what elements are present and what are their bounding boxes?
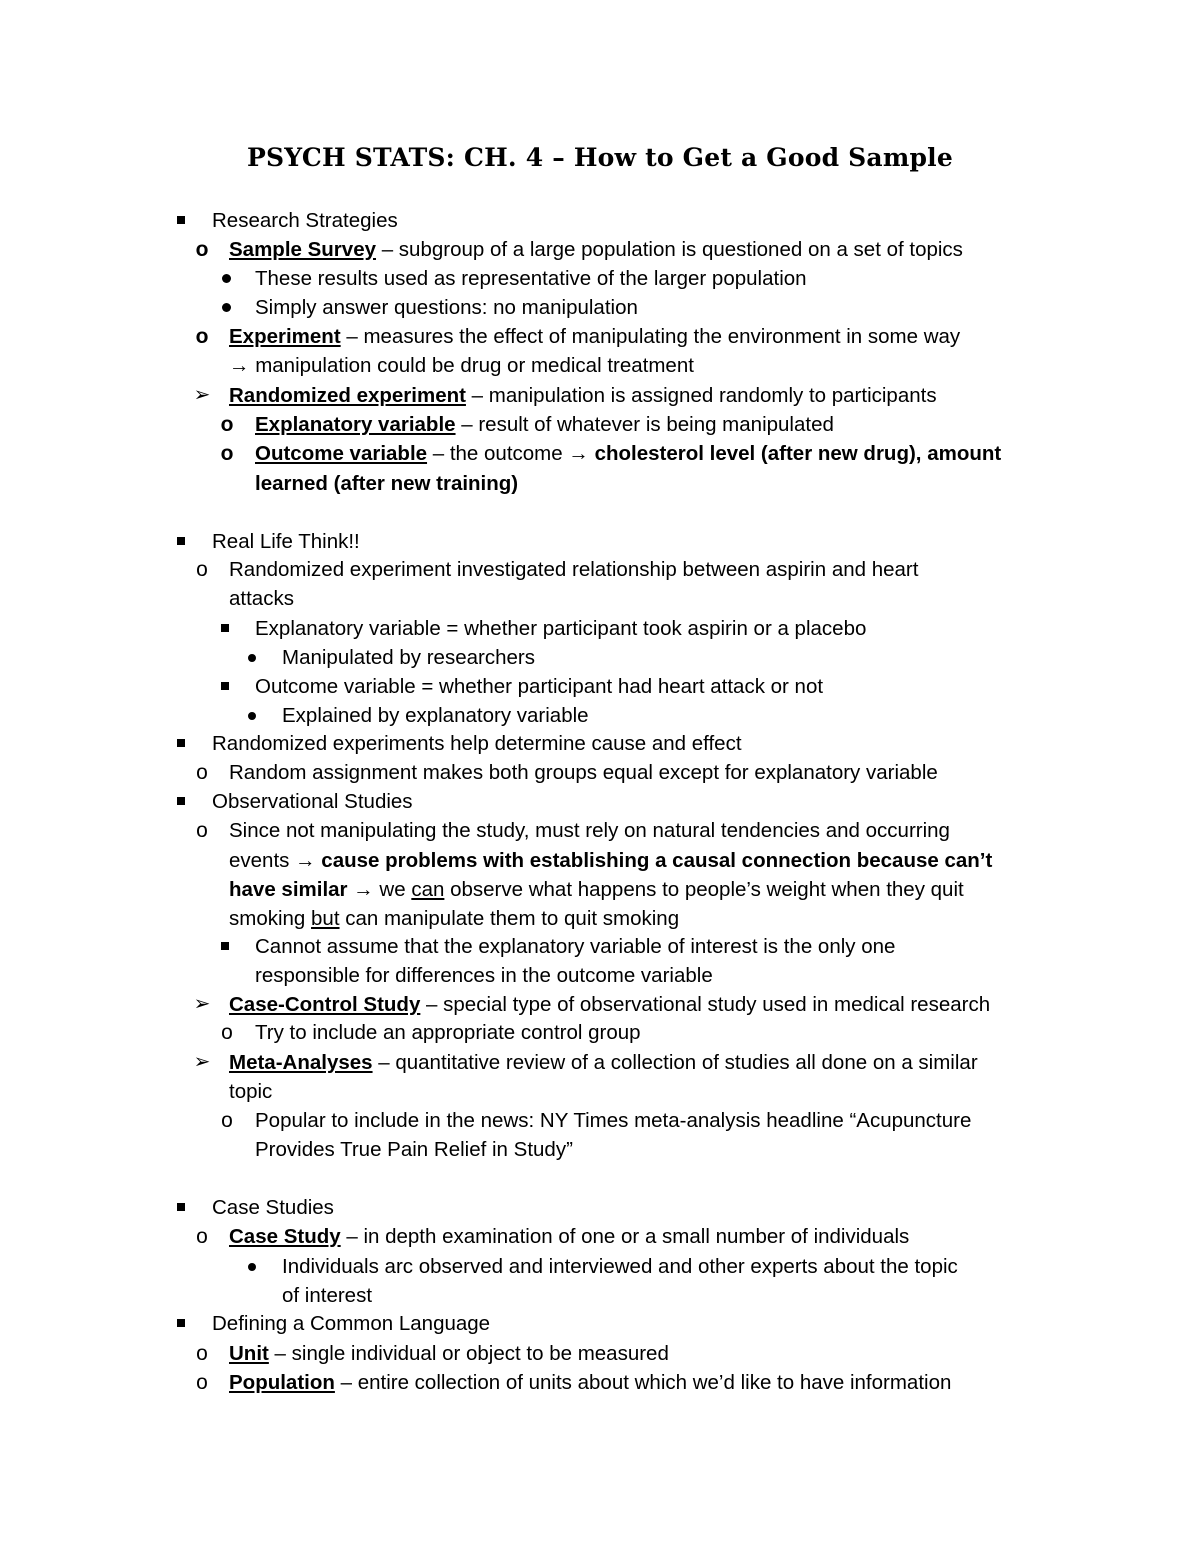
- term-case-control-study: Case-Control Study: [229, 993, 421, 1016]
- term-experiment: Experiment: [229, 325, 341, 348]
- list-item-continuation: have similar → we can observe what happens to people’s weight when they quit: [229, 878, 964, 901]
- term-randomized-experiment: Randomized experiment: [229, 384, 466, 407]
- list-item: Population – entire collection of units about which we’d like to have information: [229, 1371, 952, 1394]
- list-item: Experiment – measures the effect of manipulating the environment in some way: [229, 325, 961, 348]
- circle-bullet-icon: o: [196, 558, 208, 581]
- list-item-continuation: learned (after new training): [255, 472, 519, 495]
- circle-bullet-icon: o: [221, 1021, 233, 1044]
- list-item-continuation: of interest: [282, 1284, 373, 1307]
- term-case-study: Case Study: [229, 1225, 341, 1248]
- circle-bullet-icon: o: [220, 442, 234, 465]
- square-bullet-icon: [174, 206, 188, 224]
- dot-bullet-icon: [218, 264, 234, 283]
- list-item: Real Life Think!!: [212, 530, 360, 553]
- list-item: Defining a Common Language: [212, 1312, 491, 1335]
- list-item-continuation: events → cause problems with establishing a causal connection because can’t: [229, 849, 993, 872]
- list-item-continuation: → manipulation could be drug or medical treatment: [229, 354, 694, 377]
- list-item: Individuals arc observed and interviewed and other experts about the topic: [282, 1255, 958, 1278]
- circle-bullet-icon: o: [221, 1109, 233, 1132]
- circle-bullet-icon: o: [195, 238, 209, 261]
- square-bullet-icon: [174, 1193, 188, 1211]
- circle-bullet-icon: o: [196, 1371, 208, 1394]
- square-bullet-icon: [218, 614, 232, 632]
- list-item: Outcome variable = whether participant had heart attack or not: [255, 675, 824, 698]
- list-item: Randomized experiment investigated relationship between aspirin and heart: [229, 558, 919, 581]
- list-item: Try to include an appropriate control group: [255, 1021, 641, 1044]
- list-item: Simply answer questions: no manipulation: [255, 296, 638, 319]
- list-item: Cannot assume that the explanatory variable of interest is the only one: [255, 935, 896, 958]
- square-bullet-icon: [218, 672, 232, 690]
- list-item-continuation: responsible for differences in the outcome variable: [255, 964, 713, 987]
- square-bullet-icon: [174, 729, 188, 747]
- dot-bullet-icon: [245, 1252, 259, 1271]
- list-item-continuation: topic: [229, 1080, 273, 1103]
- circle-bullet-icon: o: [196, 1342, 208, 1365]
- circle-bullet-icon: o: [195, 325, 209, 348]
- list-item: Case Studies: [212, 1196, 334, 1219]
- circle-bullet-icon: o: [220, 413, 234, 436]
- dot-bullet-icon: [245, 701, 259, 720]
- list-item: Research Strategies: [212, 209, 398, 232]
- list-item: Since not manipulating the study, must rely on natural tendencies and occurring: [229, 819, 950, 842]
- list-item: Observational Studies: [212, 790, 413, 813]
- square-bullet-icon: [218, 932, 232, 950]
- square-bullet-icon: [174, 1309, 188, 1327]
- square-bullet-icon: [174, 527, 188, 545]
- term-outcome-variable: Outcome variable: [255, 442, 428, 465]
- list-item: Explanatory variable = whether participant took aspirin or a placebo: [255, 617, 867, 640]
- list-item-continuation: attacks: [229, 587, 294, 610]
- list-item: Explained by explanatory variable: [282, 704, 589, 727]
- list-item: Randomized experiment – manipulation is assigned randomly to participants: [229, 384, 937, 407]
- page-title: PSYCH STATS: CH. 4 – How to Get a Good Sample: [247, 143, 953, 172]
- list-item: Explanatory variable – result of whatever is being manipulated: [255, 413, 834, 436]
- list-item: Manipulated by researchers: [282, 646, 535, 669]
- term-unit: Unit: [229, 1342, 269, 1365]
- list-item: These results used as representative of the larger population: [255, 267, 807, 290]
- term-meta-analyses: Meta-Analyses: [229, 1051, 373, 1074]
- list-item: Randomized experiments help determine cause and effect: [212, 732, 742, 755]
- list-item: Meta-Analyses – quantitative review of a collection of studies all done on a similar: [229, 1051, 978, 1074]
- circle-bullet-icon: o: [196, 761, 208, 784]
- list-item: Unit – single individual or object to be measured: [229, 1342, 669, 1365]
- term-explanatory-variable: Explanatory variable: [255, 413, 456, 436]
- list-item: Case-Control Study – special type of observational study used in medical research: [229, 993, 991, 1016]
- list-item-continuation: smoking but can manipulate them to quit smoking: [229, 907, 680, 930]
- arrowhead-bullet-icon: ➢: [193, 384, 211, 406]
- term-sample-survey: Sample Survey: [229, 238, 376, 261]
- list-item: Sample Survey – subgroup of a large population is questioned on a set of topics: [229, 238, 963, 261]
- list-item: Case Study – in depth examination of one or a small number of individuals: [229, 1225, 910, 1248]
- list-item: Outcome variable – the outcome → cholesterol level (after new drug), amount: [255, 442, 1002, 465]
- dot-bullet-icon: [245, 643, 259, 662]
- list-item-continuation: Provides True Pain Relief in Study”: [255, 1138, 573, 1161]
- dot-bullet-icon: [218, 293, 234, 312]
- square-bullet-icon: [174, 787, 188, 805]
- arrowhead-bullet-icon: ➢: [193, 993, 211, 1015]
- list-item: Random assignment makes both groups equal except for explanatory variable: [229, 761, 938, 784]
- circle-bullet-icon: o: [196, 1225, 208, 1248]
- arrowhead-bullet-icon: ➢: [193, 1051, 211, 1073]
- list-item: Popular to include in the news: NY Times meta-analysis headline “Acupuncture: [255, 1109, 972, 1132]
- circle-bullet-icon: o: [196, 819, 208, 842]
- term-population: Population: [229, 1371, 335, 1394]
